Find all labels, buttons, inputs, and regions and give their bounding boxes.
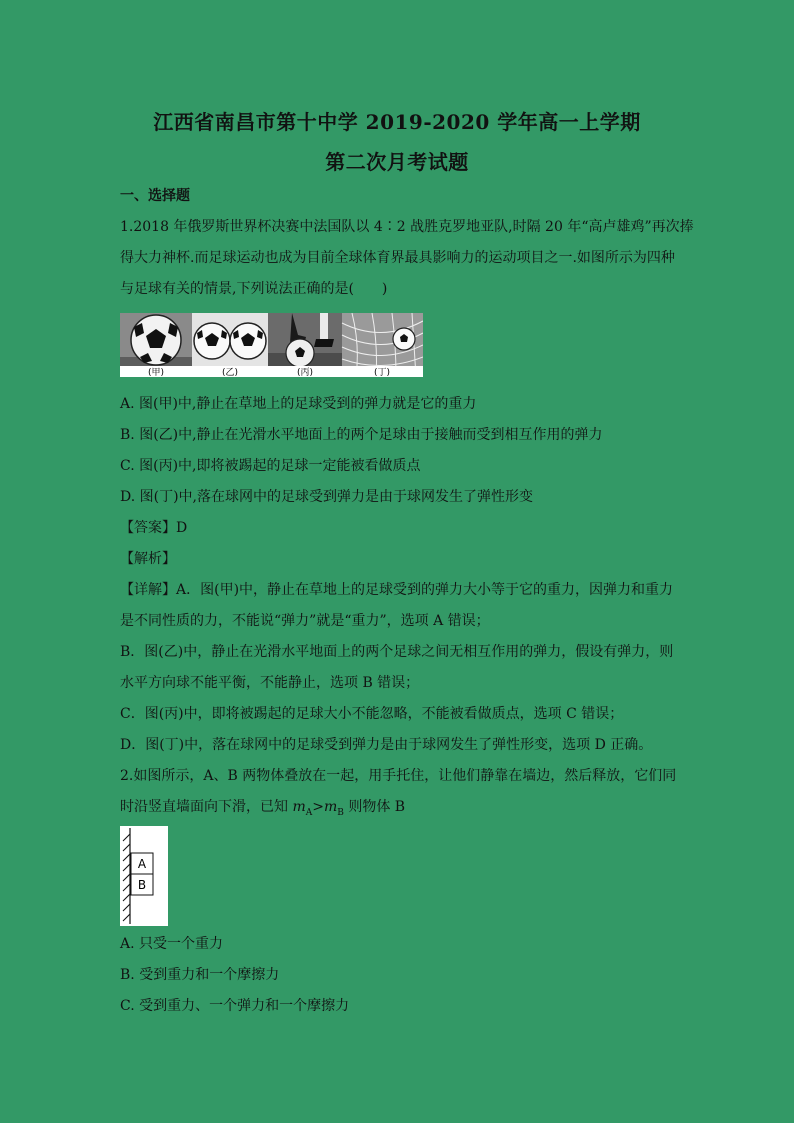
- q2-stem-line-2: [120, 797, 680, 823]
- greater-than: >: [312, 799, 324, 815]
- block-b-label: B: [137, 878, 147, 892]
- q2-stem-prefix: 时沿竖直墙面向下滑，已知: [120, 799, 293, 815]
- q1-option-a: A. 图(甲)中,静止在草地上的足球受到的弹力就是它的重力: [120, 396, 477, 412]
- mass-b: m: [323, 799, 338, 815]
- figure-label-bing: (丙): [296, 368, 314, 377]
- q1-option-c: C. 图(丙)中,即将被踢起的足球一定能被看做质点: [120, 458, 421, 474]
- analysis-line: D．图(丁)中，落在球网中的足球受到弹力是由于球网发生了弹性形变，选项 D 正确。: [120, 737, 653, 753]
- title-line-2: 第二次月考试题: [325, 150, 469, 174]
- q2-stem-line: 2.如图所示，A、B 两物体叠放在一起，用手托住，让他们静靠在墙边，然后释放，它们同: [120, 768, 677, 784]
- q1-stem-line: 得大力神杯.而足球运动也成为目前全球体育界最具影响力的运动项目之一.如图所示为四种: [120, 250, 675, 266]
- analysis-label: 【解析】: [120, 551, 176, 567]
- figure-label-yi: (乙): [221, 368, 239, 377]
- q2-stem-suffix: 则物体 B: [343, 799, 406, 815]
- section-heading: 一、选择题: [120, 188, 190, 204]
- q2-option-a: A. 只受一个重力: [120, 936, 224, 952]
- q1-stem-line: 与足球有关的情景,下列说法正确的是( ): [120, 281, 388, 297]
- mass-b-subscript: B: [337, 807, 344, 818]
- figure-label-ding: (丁): [373, 368, 391, 377]
- q1-option-b: B. 图(乙)中,静止在光滑水平地面上的两个足球由于接触而受到相互作用的弹力: [120, 427, 603, 443]
- analysis-line: 【详解】A．图(甲)中，静止在草地上的足球受到的弹力大小等于它的重力，因弹力和重力: [120, 582, 674, 598]
- mass-a-subscript: A: [305, 807, 313, 818]
- analysis-line: 是不同性质的力，不能说“弹力”就是“重力”，选项 A 错误；: [120, 613, 490, 629]
- football-figure: [120, 313, 423, 377]
- mass-a: m: [292, 799, 306, 815]
- q1-stem-line: 1.2018 年俄罗斯世界杯决赛中法国队以 4∶2 战胜克罗地亚队,时隔 20 年“高卢雄鸡”再次捧: [120, 219, 694, 235]
- figure-label-jia: (甲): [147, 368, 165, 377]
- q2-option-b: B. 受到重力和一个摩擦力: [120, 967, 280, 983]
- title-line-1: 江西省南昌市第十中学 2019-2020 学年高一上学期: [153, 110, 641, 134]
- q1-option-d: D. 图(丁)中,落在球网中的足球受到弹力是由于球网发生了弹性形变: [120, 489, 533, 505]
- block-a-label: A: [137, 857, 147, 871]
- wall-blocks-figure: [120, 826, 168, 926]
- answer-label: 【答案】D: [120, 520, 188, 536]
- q2-option-c: C. 受到重力、一个弹力和一个摩擦力: [120, 998, 350, 1014]
- analysis-line: 水平方向球不能平衡，不能静止，选项 B 错误；: [120, 675, 420, 691]
- analysis-line: B．图(乙)中，静止在光滑水平地面上的两个足球之间无相互作用的弹力，假设有弹力，则: [120, 644, 674, 660]
- analysis-line: C．图(丙)中，即将被踢起的足球大小不能忽略，不能被看做质点，选项 C 错误；: [120, 706, 624, 722]
